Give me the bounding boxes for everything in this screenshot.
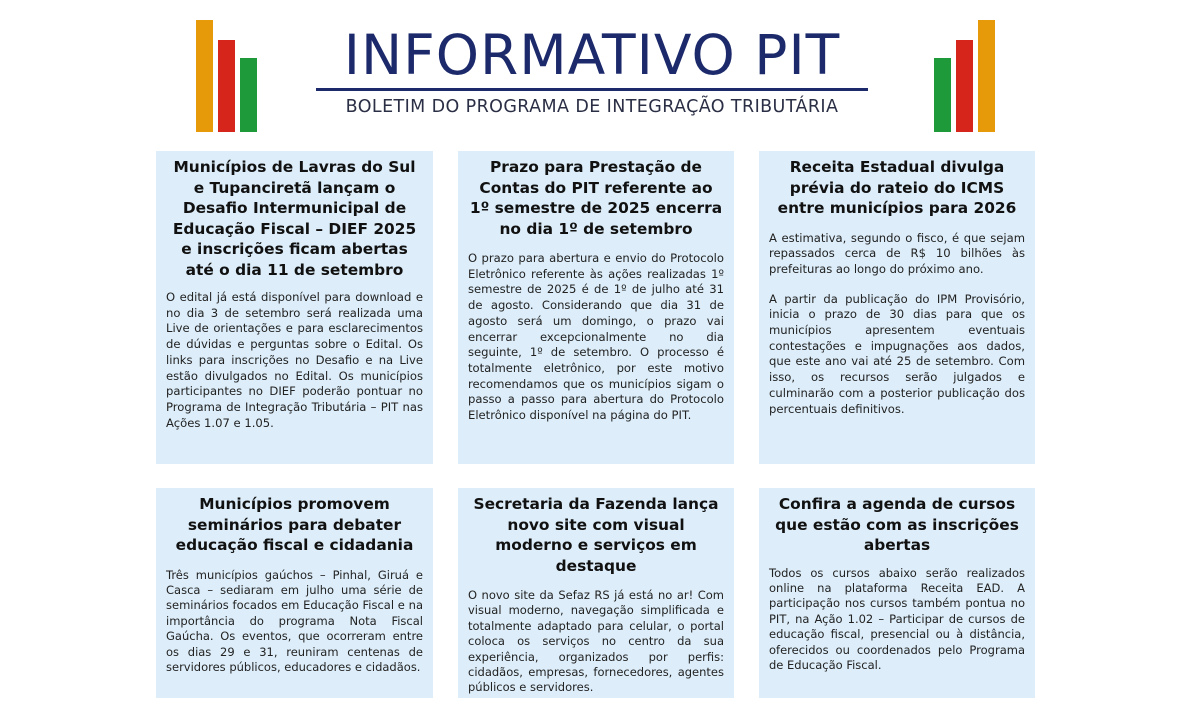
article-rateio-icms [759,151,1035,464]
article-title: Confira a agenda de cursos que estão com as inscrições abertas [775,495,1019,554]
logo-bar-green [240,58,257,132]
logo-bar-orange [978,20,995,132]
logo-bar-red [218,40,235,132]
article-title: Prazo para Prestação de Contas do PIT referente ao 1º semestre de 2025 encerra no dia 1º de setembro [469,158,723,238]
article-prestacao-contas [458,151,734,464]
article-title: Secretaria da Fazenda lança novo site com visual moderno e serviços em destaque [473,495,719,575]
article-title: Municípios de Lavras do Sul e Tupanciretã lançam o Desafio Intermunicipal de Educação Fiscal – DIEF 2025 e inscrições ficam abertas até o dia 11 de setembro [172,158,417,279]
bar-chart-logo-left [196,20,257,132]
logo-bar-green [934,58,951,132]
title-underline [316,88,868,91]
article-seminarios [156,488,433,698]
newsletter-title: INFORMATIVO PIT [343,23,841,87]
article-title: Municípios promovem seminários para debater educação fiscal e cidadania [175,495,414,554]
article-body: O edital já está disponível para download e no dia 3 de setembro será realizada uma Live de orientações e para esclarecimentos de dúvidas e perguntas sobre o Edital. Os links para inscrições no Desafio e na Live estão divulgados no Edital. Os municípios participantes no DIEF poderão pontuar no Programa de Integração Tributária – PIT nas Ações 1.07 e 1.05. [166,290,423,430]
bar-chart-logo-right [934,20,995,132]
logo-bar-orange [196,20,213,132]
article-novo-site [458,488,734,698]
newsletter-subtitle: BOLETIM DO PROGRAMA DE INTEGRAÇÃO TRIBUTÁRIA [345,97,839,117]
article-body: O novo site da Sefaz RS já está no ar! Com visual moderno, navegação simplificada e totalmente adaptado para celular, o portal coloca os serviços no centro da sua experiência, organizados por perfis: cidadãos, empresas, fornecedores, agentes públicos e servidores. [468,588,724,695]
article-body: A estimativa, segundo o fisco, é que sejam repassados cerca de R$ 10 bilhões às prefeituras ao longo do próximo ano. [769,230,1025,276]
logo-bar-red [956,40,973,132]
article-title: Receita Estadual divulga prévia do rateio do ICMS entre municípios para 2026 [777,158,1017,217]
masthead [312,24,872,117]
article-body: Três municípios gaúchos – Pinhal, Giruá e Casca – sediaram em julho uma série de seminários focados em Educação Fiscal e na importância do programa Nota Fiscal Gaúcha. Os eventos, que ocorreram entre os dias 29 e 31, reuniram centenas de servidores públicos, educadores e cidadãos. [166,567,423,674]
article-body: Todos os cursos abaixo serão realizados online na plataforma Receita EAD. A participação nos cursos também pontua no PIT, na Ação 1.02 – Participar de cursos de educação fiscal, presencial ou à distância, oferecidos ou coordenados pelo Programa de Educação Fiscal. [769,565,1025,672]
article-body: A partir da publicação do IPM Provisório, inicia o prazo de 30 dias para que os municípios apresentem eventuais contestações e impugnações aos dados, que este ano vai até 25 de setembro. Com isso, os recursos serão julgados e culminarão com a posterior publicação dos percentuais definitivos. [769,291,1025,416]
article-agenda-cursos [759,488,1035,698]
article-dief-2025 [156,151,433,464]
article-body: O prazo para abertura e envio do Protocolo Eletrônico referente às ações realizadas 1º semestre de 2025 é de 1º de julho até 31 de agosto. Considerando que dia 31 de agosto será um domingo, o prazo vai encerrar excepcionalmente no dia seguinte, 1º de setembro. O processo é totalmente eletrônico, por este motivo recomendamos que os municípios sigam o passo a passo para abertura do Protocolo Eletrônico disponível na página do PIT. [468,251,724,423]
